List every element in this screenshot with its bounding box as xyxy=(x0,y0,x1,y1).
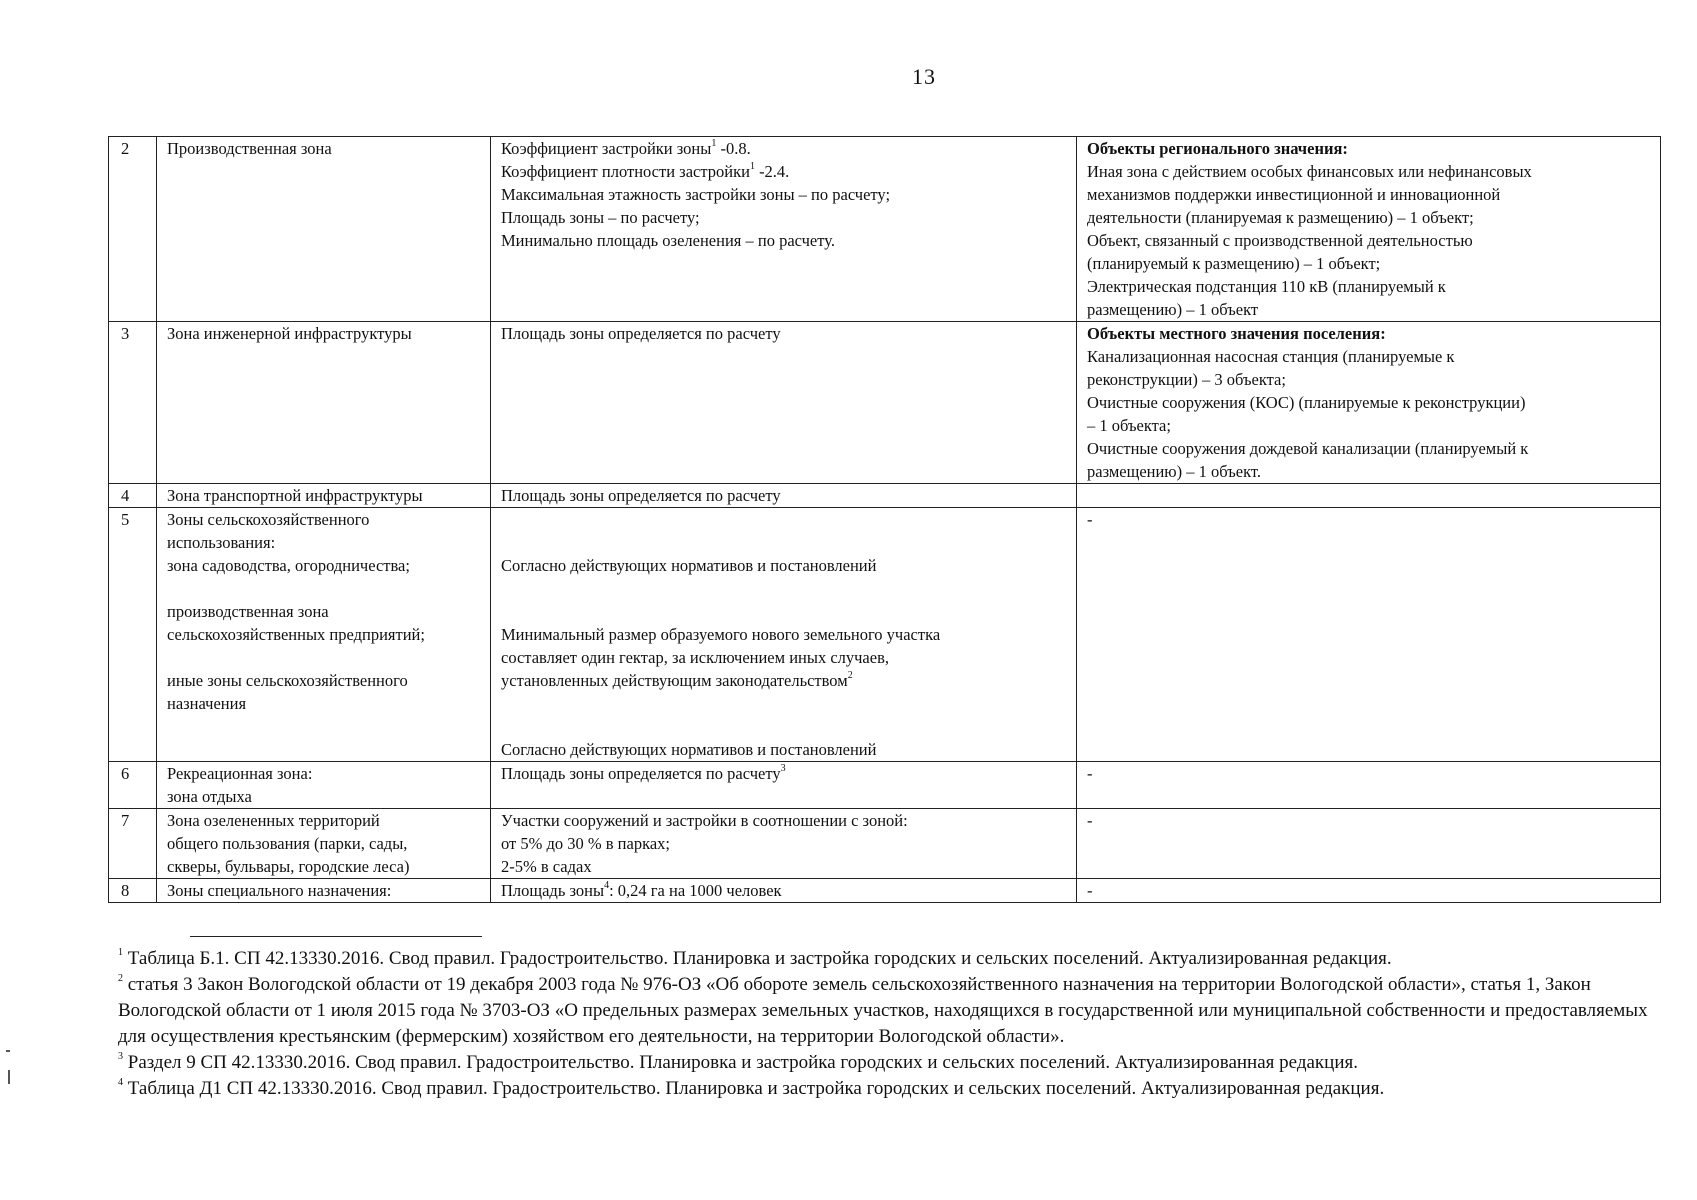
zone-name-cell xyxy=(157,508,491,762)
object-line-text: размещению) – 1 объект. xyxy=(1087,462,1261,481)
zone-parameters-cell xyxy=(491,484,1077,508)
footnote-separator xyxy=(190,936,482,937)
zone-parameters-cell xyxy=(491,762,1077,809)
parameter-line-text: Минимально площадь озеленения – по расчету. xyxy=(501,231,835,250)
zone-name-line-text: сельскохозяйственных предприятий; xyxy=(167,625,425,644)
zone-name-line xyxy=(167,554,482,577)
parameter-line xyxy=(501,554,1068,577)
object-line xyxy=(1087,275,1652,298)
zone-name-line xyxy=(167,669,482,692)
table-row xyxy=(109,762,1661,809)
zone-parameters-cell xyxy=(491,137,1077,322)
zone-name-cell xyxy=(157,484,491,508)
object-line xyxy=(1087,322,1652,345)
zone-name-line-text: назначения xyxy=(167,694,247,713)
zone-name-line-text: Зоны специального назначения: xyxy=(167,881,392,900)
object-line xyxy=(1087,762,1652,785)
object-line-text: Объекты регионального значения: xyxy=(1087,139,1348,158)
zone-name-line xyxy=(167,785,482,808)
row-number: 8 xyxy=(109,879,157,903)
parameter-line-text: Площадь зоны определяется по расчету xyxy=(501,764,781,783)
zone-parameters-cell xyxy=(491,322,1077,484)
parameter-line-text: Площадь зоны xyxy=(501,881,605,900)
zone-name-line-text: Зона инженерной инфраструктуры xyxy=(167,324,412,343)
parameter-line-text: Согласно действующих нормативов и постановлений xyxy=(501,740,877,759)
zone-name-line-text: иные зоны сельскохозяйственного xyxy=(167,671,408,690)
object-line xyxy=(1087,229,1652,252)
zone-name-line xyxy=(167,623,482,646)
row-number: 7 xyxy=(109,809,157,879)
object-line-text: механизмов поддержки инвестиционной и инновационной xyxy=(1087,185,1501,204)
parameter-line-text: от 5% до 30 % в парках; xyxy=(501,834,670,853)
zone-name-line xyxy=(167,484,482,507)
planned-objects-cell xyxy=(1077,809,1661,879)
parameter-line xyxy=(501,646,1068,669)
object-line xyxy=(1087,391,1652,414)
zone-name-cell xyxy=(157,322,491,484)
table-row xyxy=(109,137,1661,322)
zone-name-line-text: использования: xyxy=(167,533,276,552)
object-line xyxy=(1087,437,1652,460)
planned-objects-cell xyxy=(1077,322,1661,484)
footnote xyxy=(118,946,1658,972)
object-line-text: Объекты местного значения поселения: xyxy=(1087,324,1386,343)
parameter-line xyxy=(501,879,1068,902)
zone-name-line xyxy=(167,832,482,855)
parameter-line-text: Участки сооружений и застройки в соотношении с зоной: xyxy=(501,811,908,830)
object-line xyxy=(1087,368,1652,391)
page-number: 13 xyxy=(912,64,936,89)
zone-name-line-text: Зона озелененных территорий xyxy=(167,811,380,830)
parameter-line-text: Коэффициент застройки зоны xyxy=(501,139,712,158)
object-line xyxy=(1087,137,1652,160)
object-line-text: размещению) – 1 объект xyxy=(1087,300,1259,319)
object-line xyxy=(1087,206,1652,229)
table-row xyxy=(109,322,1661,484)
parameter-line-text: Площадь зоны определяется по расчету xyxy=(501,324,781,343)
parameter-line xyxy=(501,855,1068,878)
parameter-line xyxy=(501,738,1068,761)
parameter-line-text: 2-5% в садах xyxy=(501,857,592,876)
row-number: 2 xyxy=(109,137,157,322)
object-line-text: реконструкции) – 3 объекта; xyxy=(1087,370,1286,389)
zone-name-line-text: скверы, бульвары, городские леса) xyxy=(167,857,410,876)
object-line-text: - xyxy=(1087,881,1093,900)
parameter-line xyxy=(501,669,1068,692)
planned-objects-cell xyxy=(1077,508,1661,762)
zone-name-line xyxy=(167,692,482,715)
object-line-text: - xyxy=(1087,510,1093,529)
footnote-mark: 3 xyxy=(118,1050,123,1062)
zone-name-line-text: Зоны сельскохозяйственного xyxy=(167,510,370,529)
row-number: 6 xyxy=(109,762,157,809)
parameter-line xyxy=(501,692,1068,715)
object-line-text: Объект, связанный с производственной деятельностью xyxy=(1087,231,1473,250)
zones-table-body xyxy=(109,137,1661,903)
parameter-line xyxy=(501,508,1068,531)
zone-parameters-cell xyxy=(491,879,1077,903)
zone-name-cell xyxy=(157,809,491,879)
parameter-line xyxy=(501,762,1068,785)
zone-name-line-text: зона отдыха xyxy=(167,787,252,806)
zone-name-line-text: Зона транспортной инфраструктуры xyxy=(167,486,423,505)
parameter-line xyxy=(501,229,1068,252)
footnote xyxy=(118,972,1658,1050)
object-line-text: Очистные сооружения (КОС) (планируемые к реконструкции) xyxy=(1087,393,1526,412)
zone-parameters-cell xyxy=(491,809,1077,879)
zone-name-line xyxy=(167,646,482,669)
object-line xyxy=(1087,414,1652,437)
footnote-reference: 1 xyxy=(711,137,717,149)
zone-name-line xyxy=(167,762,482,785)
footnote-reference: 2 xyxy=(847,669,853,681)
table-row xyxy=(109,484,1661,508)
object-line xyxy=(1087,879,1652,902)
planned-objects-cell xyxy=(1077,762,1661,809)
parameter-line xyxy=(501,600,1068,623)
parameter-line xyxy=(501,715,1068,738)
zone-name-line xyxy=(167,577,482,600)
zone-name-line xyxy=(167,809,482,832)
planned-objects-cell xyxy=(1077,879,1661,903)
parameter-line-text: Площадь зоны – по расчету; xyxy=(501,208,700,227)
footnote-text: Таблица Д1 СП 42.13330.2016. Свод правил. Градостроительство. Планировка и застройка городских и сельских поселений. Актуализированная редакция. xyxy=(123,1078,1385,1099)
zone-parameters-cell xyxy=(491,508,1077,762)
parameter-line-value: -0.8. xyxy=(716,139,751,158)
zone-name-line xyxy=(167,879,482,902)
object-line xyxy=(1087,508,1652,531)
object-line xyxy=(1087,460,1652,483)
parameter-line-text: Минимальный размер образуемого нового земельного участка xyxy=(501,625,941,644)
parameter-line xyxy=(501,322,1068,345)
parameter-line-text: установленных действующим законодательством xyxy=(501,671,848,690)
footnote-reference: 4 xyxy=(604,879,610,891)
parameter-line-text: Согласно действующих нормативов и постановлений xyxy=(501,556,877,575)
footnote-text: Таблица Б.1. СП 42.13330.2016. Свод правил. Градостроительство. Планировка и застройка городских и сельских поселений. Актуализированная редакция. xyxy=(123,948,1392,969)
parameter-line xyxy=(501,623,1068,646)
object-line-text: Иная зона с действием особых финансовых или нефинансовых xyxy=(1087,162,1532,181)
zone-name-line-text: Производственная зона xyxy=(167,139,332,158)
parameter-line xyxy=(501,577,1068,600)
footnote-reference: 3 xyxy=(780,762,786,774)
footnote xyxy=(118,1050,1658,1076)
object-line-text: Канализационная насосная станция (планируемые к xyxy=(1087,347,1455,366)
object-line xyxy=(1087,160,1652,183)
zone-name-line xyxy=(167,600,482,623)
zone-name-line xyxy=(167,855,482,878)
footnote-mark: 2 xyxy=(118,972,123,984)
parameter-line xyxy=(501,183,1068,206)
parameter-line xyxy=(501,206,1068,229)
parameter-line xyxy=(501,832,1068,855)
table-row xyxy=(109,508,1661,762)
zone-name-line xyxy=(167,137,482,160)
parameter-line xyxy=(501,160,1068,183)
object-line-text: – 1 объекта; xyxy=(1087,416,1171,435)
parameter-line-text: составляет один гектар, за исключением иных случаев, xyxy=(501,648,889,667)
zones-table xyxy=(108,136,1661,903)
zone-name-line-text: производственная зона xyxy=(167,602,329,621)
parameter-line-value: -2.4. xyxy=(754,162,790,181)
zone-name-line xyxy=(167,508,482,531)
object-line-text: Очистные сооружения дождевой канализации (планируемый к xyxy=(1087,439,1529,458)
zone-name-line-text: общего пользования (парки, сады, xyxy=(167,834,408,853)
planned-objects-cell xyxy=(1077,484,1661,508)
zone-name-cell xyxy=(157,137,491,322)
zone-name-cell xyxy=(157,879,491,903)
object-line-text: (планируемый к размещению) – 1 объект; xyxy=(1087,254,1381,273)
parameter-line-text: Коэффициент плотности застройки xyxy=(501,162,750,181)
object-line-text: деятельности (планируемая к размещению) – 1 объект; xyxy=(1087,208,1474,227)
footnotes xyxy=(118,946,1658,1102)
row-number: 3 xyxy=(109,322,157,484)
object-line xyxy=(1087,252,1652,275)
zone-name-line xyxy=(167,322,482,345)
object-line-text: - xyxy=(1087,764,1093,783)
footnote-mark: 4 xyxy=(118,1076,123,1088)
scan-edge-mark xyxy=(6,1050,10,1052)
object-line-text: Электрическая подстанция 110 кВ (планируемый к xyxy=(1087,277,1446,296)
zone-name-line-text: зона садоводства, огородничества; xyxy=(167,556,410,575)
planned-objects-cell xyxy=(1077,137,1661,322)
parameter-line xyxy=(501,531,1068,554)
row-number: 4 xyxy=(109,484,157,508)
zone-name-line-text: Рекреационная зона: xyxy=(167,764,313,783)
row-number: 5 xyxy=(109,508,157,762)
parameter-line xyxy=(501,484,1068,507)
parameter-line xyxy=(501,137,1068,160)
table-row xyxy=(109,879,1661,903)
footnote xyxy=(118,1076,1658,1102)
scan-edge-mark xyxy=(8,1070,10,1084)
object-line xyxy=(1087,809,1652,832)
parameter-line-value: : 0,24 га на 1000 человек xyxy=(609,881,782,900)
footnote-text: статья 3 Закон Вологодской области от 19 декабря 2003 года № 976-ОЗ «Об обороте земель сельскохозяйственного назначения на территории Вологодской области», статья 1, Закон Вологодской области от 1 июля 2015 года № 3703-ОЗ «О предельных размерах земельных участков, находящихся в государственной или муниципальной собственности и предоставляемых для осуществления крестьянским (фермерским) хозяйством его деятельности, на территории Вологодской области». xyxy=(118,974,1648,1047)
parameter-line xyxy=(501,809,1068,832)
object-line xyxy=(1087,345,1652,368)
table-row xyxy=(109,809,1661,879)
footnote-reference: 1 xyxy=(749,160,755,172)
parameter-line-text: Площадь зоны определяется по расчету xyxy=(501,486,781,505)
object-line xyxy=(1087,298,1652,321)
object-line-text: - xyxy=(1087,811,1093,830)
zone-name-line xyxy=(167,531,482,554)
zone-name-cell xyxy=(157,762,491,809)
footnote-mark: 1 xyxy=(118,946,123,958)
object-line xyxy=(1087,183,1652,206)
parameter-line-text: Максимальная этажность застройки зоны – по расчету; xyxy=(501,185,891,204)
footnote-text: Раздел 9 СП 42.13330.2016. Свод правил. Градостроительство. Планировка и застройка городских и сельских поселений. Актуализированная редакция. xyxy=(123,1052,1358,1073)
